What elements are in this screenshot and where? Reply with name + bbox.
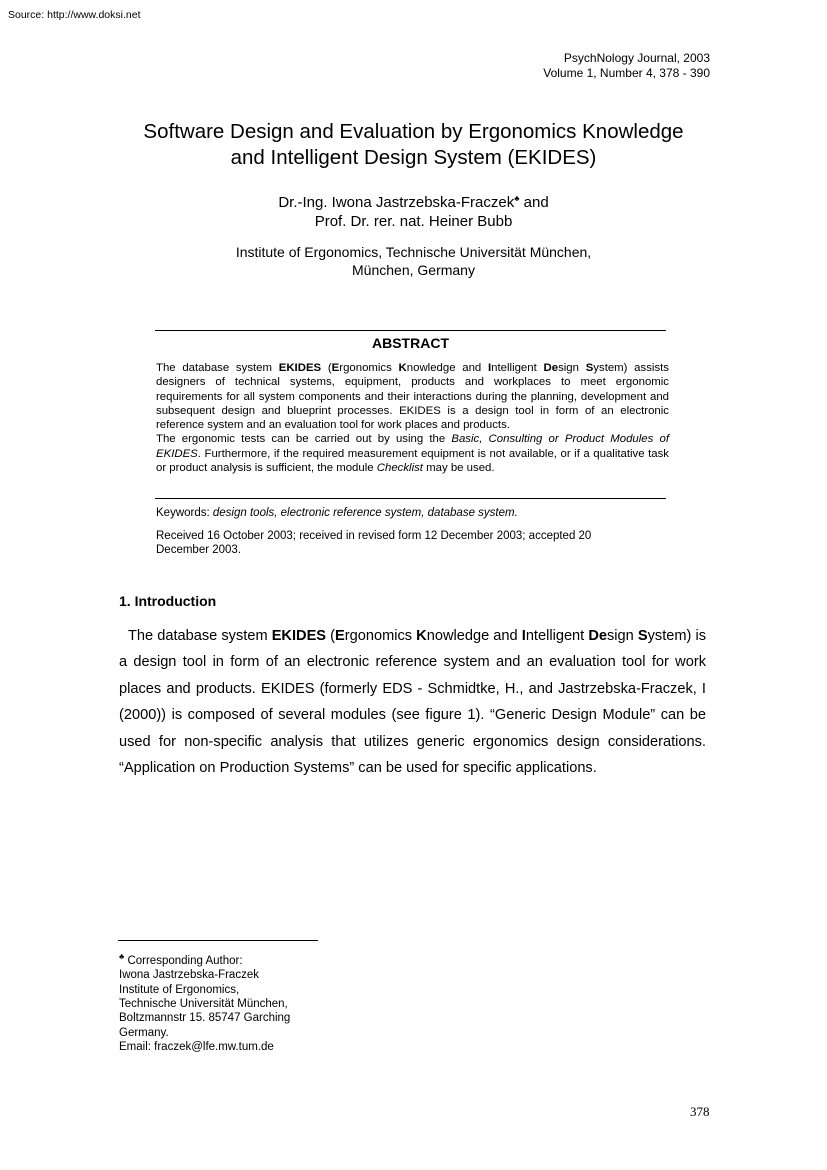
intro-acronym-letter: I [521,628,526,644]
club-icon: ♣ [119,952,125,961]
title-line-2: and Intelligent Design System (EKIDES) [230,146,597,169]
intro-text: ntelligent [525,628,589,644]
received-dates: Received 16 October 2003; received in revised form 12 December 2003; accepted 20 December 2003. [156,530,592,556]
intro-acronym-letter: E [335,628,345,644]
abstract-text: may be used. [422,462,495,475]
paper-title [100,119,727,171]
footnote [119,950,290,1055]
abstract-text: The database system [156,362,279,374]
intro-acronym-letter: De [588,628,607,644]
page-number: 378 [690,1104,710,1119]
affiliation [100,243,727,279]
keywords [156,507,518,519]
footnote-line-2: Iwona Jastrzebska-Fraczek [119,969,259,982]
section-heading: 1. Introduction [119,593,217,609]
author-1-and: and [519,194,549,211]
abstract-text: ystem) assists designers of technical systems, equipment, products and workplaces to meet ergonomic requirements for all system components and their interactions during the planning, development and subsequent design and blueprint processes. EKIDES is a design tool in form of an electronic reference system and an evaluation tool for work places and products. [156,362,669,432]
journal-header [543,51,710,81]
abstract-text: The ergonomic tests can be carried out by using the [156,433,452,446]
introduction-body [119,623,706,781]
footnote-line-5: Boltzmannstr 15. 85747 Garching [119,1012,291,1025]
abstract-bottom-rule [155,498,666,499]
abstract-top-rule [155,330,666,331]
intro-acronym-letter: S [637,628,648,644]
footnote-rule [118,940,318,941]
abstract-text: ( [321,362,332,374]
abstract-text: . Furthermore, if the required measurement equipment is not available, or if a qualitative task or product analysis is sufficient, the module [156,447,669,475]
journal-name: PsychNology Journal, 2003 [563,51,710,65]
intro-text: The database system [128,628,272,644]
abstract-modules: Basic, Consulting or Product Modules of EKIDES [156,433,669,460]
intro-ekides: EKIDES [271,628,327,644]
abstract-paragraph-1 [156,361,669,432]
footnote-text: Corresponding Author: [124,954,243,967]
intro-text: ( [326,628,336,644]
abstract-acronym-letter: E [331,362,340,374]
affiliation-line-1: Institute of Ergonomics, Technische Universität München, [235,244,592,260]
intro-text: ystem) is a design tool in form of an electronic reference system and an evaluation tool for work places and products. EKIDES (formerly EDS - Schmidtke, H., and Jastrzebska-Fraczek, I (2000)) is composed of several modules (see figure 1). “Generic Design Module” can be used for non-specific analysis that utilizes generic ergonomics design considerations. “Application on Production Systems” can be used for specific applications. [119,628,707,777]
abstract-paragraph-2 [156,432,669,475]
abstract-ekides: EKIDES [278,362,322,374]
footnote-line-6: Germany. [119,1026,169,1039]
intro-acronym-letter: K [416,628,427,644]
intro-text: sign [606,628,638,644]
abstract-acronym-letter: De [543,362,559,374]
intro-text: rgonomics [344,628,417,644]
journal-volume: Volume 1, Number 4, 378 - 390 [543,66,710,80]
abstract-checklist: Checklist [376,462,423,475]
source-line: Source: http://www.doksi.net [8,9,141,21]
author-1 [100,189,727,212]
abstract-heading: ABSTRACT [372,335,449,351]
author-2: Prof. Dr. rer. nat. Heiner Bubb [314,213,513,230]
abstract-text: ntelligent [491,362,544,374]
affiliation-line-2: München, Germany [352,262,475,278]
abstract-acronym-letter: I [488,362,492,374]
introduction-paragraph [119,623,706,781]
abstract-text: sign [558,362,586,374]
footnote-line-3: Institute of Ergonomics, [119,983,240,996]
keywords-label: Keywords: [156,507,213,519]
footnote-line-1 [119,950,290,968]
footnote-email: Email: fraczek@lfe.mw.tum.de [119,1041,274,1054]
intro-text: nowledge and [426,628,522,644]
author-1-name: Dr.-Ing. Iwona Jastrzebska-Fraczek [278,194,515,211]
abstract-acronym-letter: S [585,362,594,374]
footnote-line-4: Technische Universität München, [119,998,288,1011]
abstract-acronym-letter: K [398,362,407,374]
author-block [100,189,727,231]
title-line-1: Software Design and Evaluation by Ergonomics Knowledge [143,120,684,143]
keywords-value: design tools, electronic reference system, database system. [212,507,518,519]
club-icon: ♣ [514,194,520,203]
abstract-body [156,361,669,475]
abstract-text: nowledge and [406,362,488,374]
abstract-text: rgonomics [339,362,399,374]
